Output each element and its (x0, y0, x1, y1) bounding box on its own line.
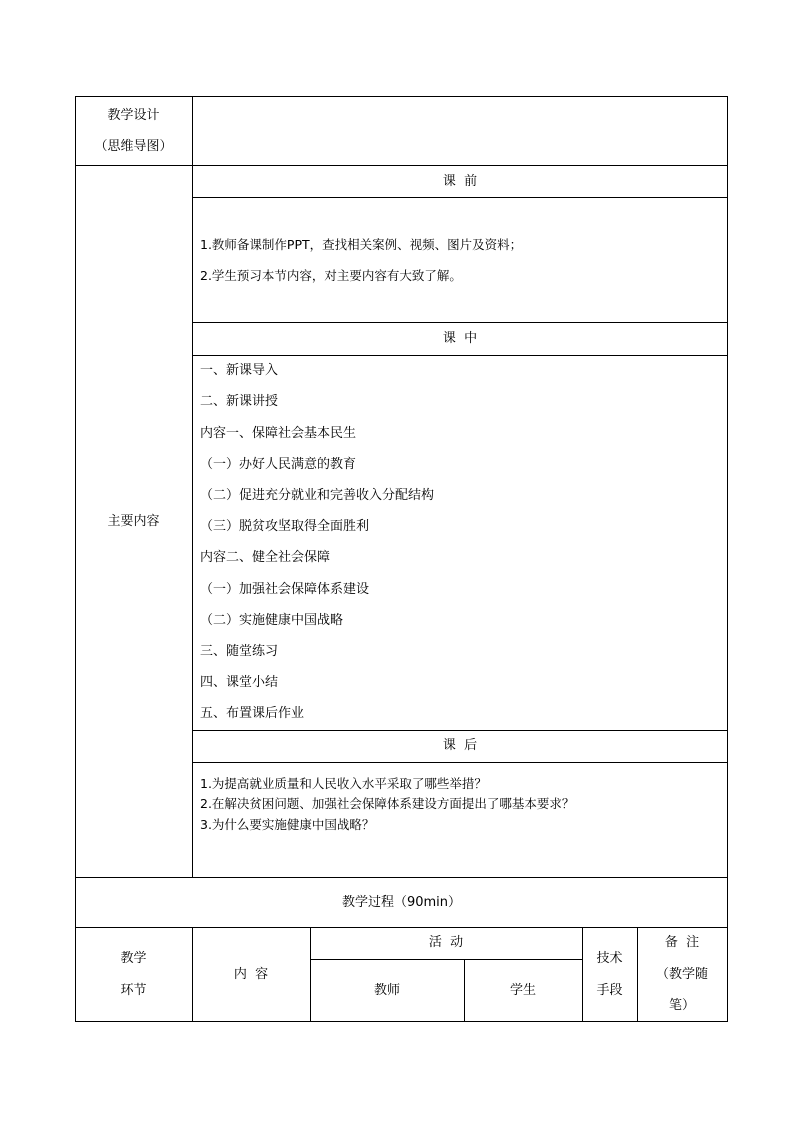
row-divider-process-header (75, 927, 728, 928)
during-header-top (192, 322, 728, 323)
tech-header-line2: 手段 (596, 983, 623, 998)
during-item: 四、课堂小结 (200, 675, 279, 690)
after-header-top (192, 730, 728, 731)
stage-header-line2: 环节 (120, 983, 147, 998)
before-item-1: 1.教师备课制作PPT，查找相关案例、视频、图片及资料； (200, 237, 523, 252)
during-item: 内容二、健全社会保障 (200, 550, 331, 565)
activity-column-divider (582, 927, 583, 1022)
activity-header: 活 动 (428, 935, 464, 950)
after-item-2: 2.在解决贫困问题、加强社会保障体系建设方面提出了哪基本要求？ (200, 796, 575, 811)
stage-header-line1: 教学 (120, 951, 147, 966)
before-class-header: 课 前 (442, 174, 478, 189)
during-item: （二）促进充分就业和完善收入分配结构 (200, 488, 435, 503)
during-item: 二、新课讲授 (200, 394, 279, 409)
row-divider-design (75, 165, 728, 166)
table-border-top (75, 96, 728, 97)
during-item: 一、新课导入 (200, 363, 279, 378)
main-content-label: 主要内容 (107, 514, 160, 529)
during-item: 三、随堂练习 (200, 644, 279, 659)
note-header-line3: 笔） (668, 998, 695, 1013)
during-item: 内容一、保障社会基本民生 (200, 426, 357, 441)
content-header: 内 容 (233, 967, 269, 982)
teacher-header: 教师 (373, 983, 400, 998)
note-header-line1: 备 注 (664, 935, 700, 950)
note-header-line2: （教学随 (655, 967, 708, 982)
table-border-bottom (75, 1021, 728, 1022)
before-header-divider (192, 197, 728, 198)
row-divider-process (75, 877, 728, 878)
during-item: 五、布置课后作业 (200, 706, 305, 721)
during-item: （三）脱贫攻坚取得全面胜利 (200, 519, 370, 534)
after-item-3: 3.为什么要实施健康中国战略？ (200, 817, 375, 832)
during-class-header: 课 中 (442, 331, 478, 346)
table-border-right (727, 96, 728, 1022)
after-item-1: 1.为提高就业质量和人民收入水平采取了哪些举措？ (200, 776, 487, 791)
before-item-2: 2.学生预习本节内容，对主要内容有大致了解。 (200, 268, 462, 283)
design-label-line1: 教学设计 (107, 108, 160, 123)
during-item: （一）办好人民满意的教育 (200, 457, 357, 472)
label-column-divider (192, 96, 193, 878)
during-header-bottom (192, 355, 728, 356)
after-class-header: 课 后 (442, 738, 478, 753)
tech-header-line1: 技术 (596, 951, 623, 966)
design-label-line2: （思维导图） (94, 139, 173, 154)
activity-subheader-divider (310, 959, 583, 960)
during-item: （二）实施健康中国战略 (200, 613, 344, 628)
table-border-left (75, 96, 76, 1022)
during-item: （一）加强社会保障体系建设 (200, 582, 370, 597)
after-header-bottom (192, 762, 728, 763)
student-header: 学生 (509, 983, 536, 998)
process-title: 教学过程（90min） (341, 895, 462, 910)
